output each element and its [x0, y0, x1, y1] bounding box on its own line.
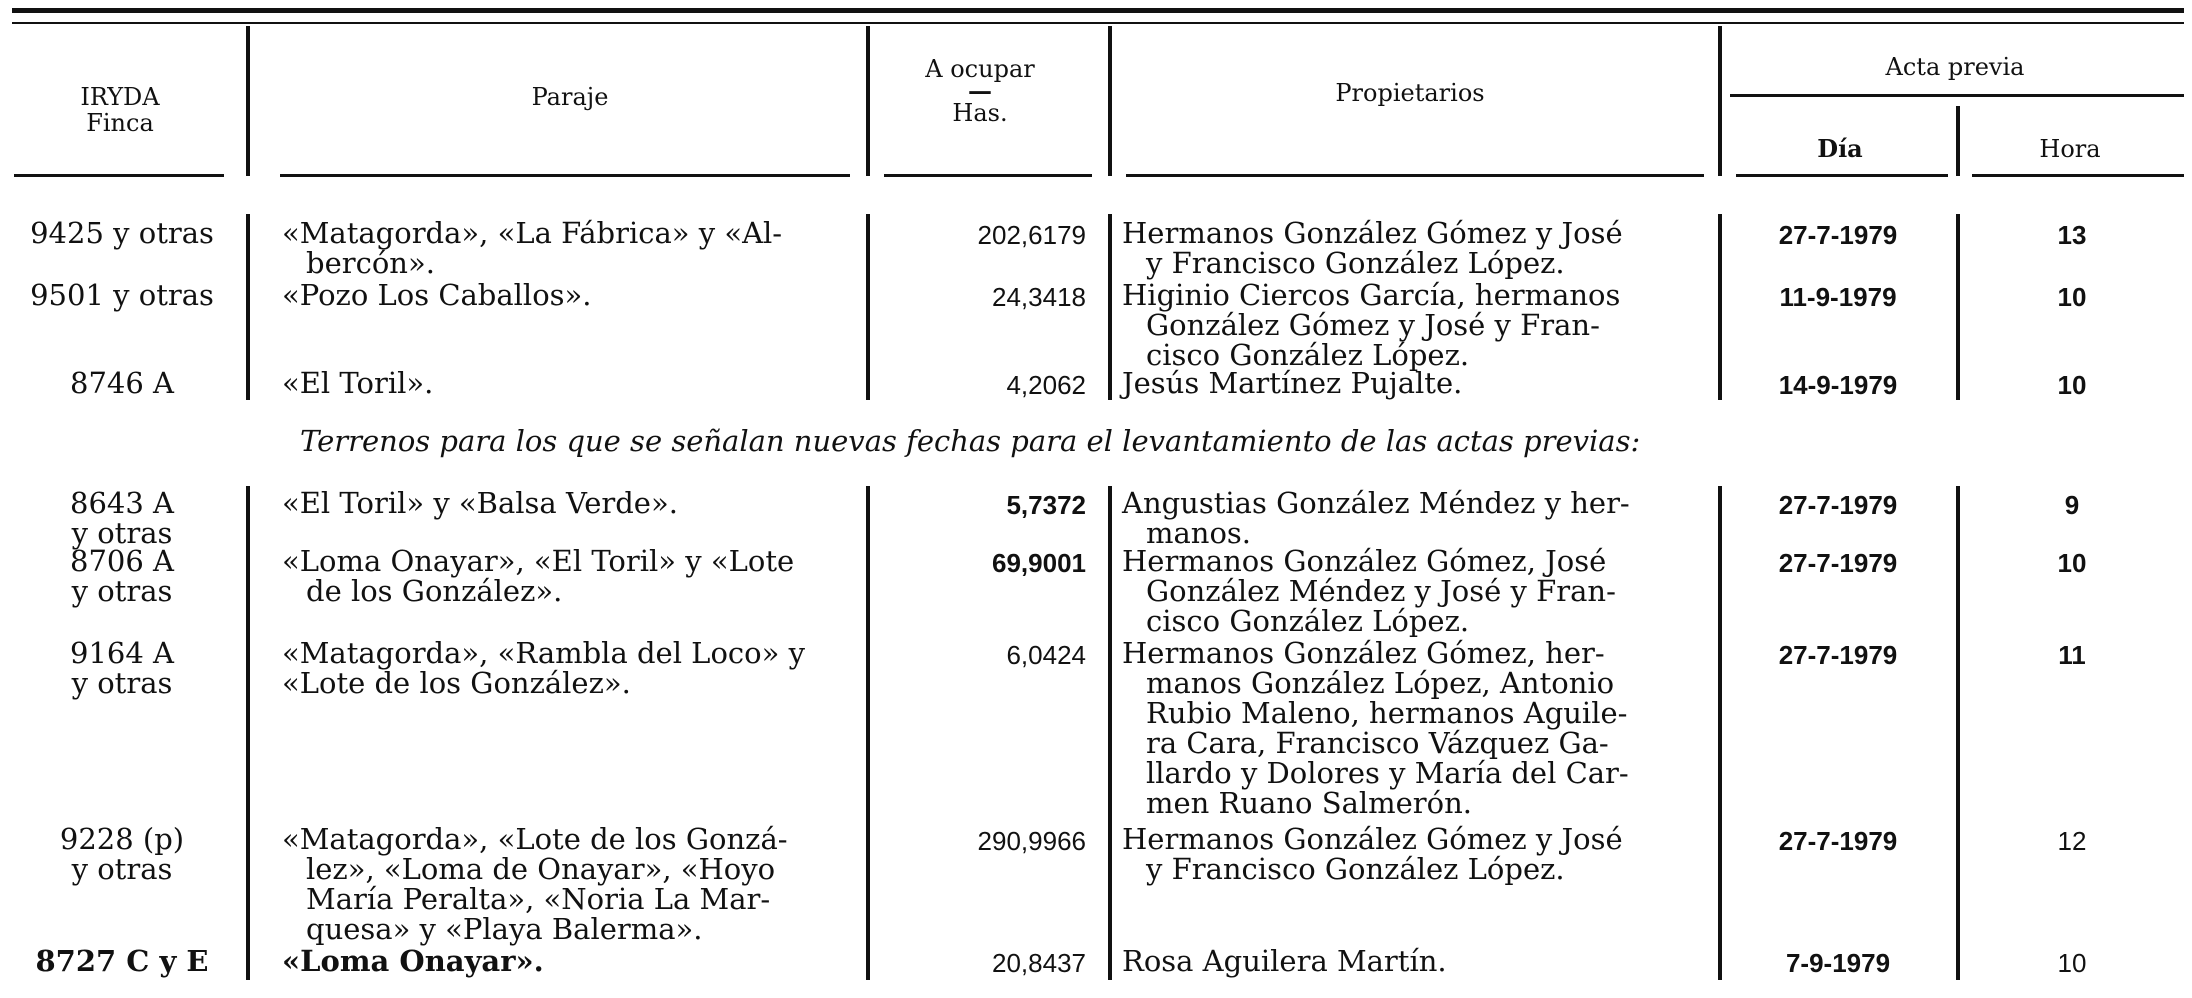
row-b2-dia: [1722, 548, 1954, 578]
row-b3-has: [880, 640, 1086, 670]
header-a-ocupar: [880, 56, 1080, 126]
body-b-vline-1: [246, 486, 250, 980]
row-b1-hora-value: 9: [2064, 490, 2080, 520]
row-b4-dia: [1722, 826, 1954, 856]
row-b5-hora-value: 10: [2057, 948, 2087, 978]
row-b2-paraje: [282, 546, 794, 606]
row-b3-dia-value: 27-7-1979: [1778, 640, 1898, 670]
row-a1-dia-value: 27-7-1979: [1778, 220, 1898, 250]
row-a3-hora: [1962, 370, 2182, 400]
row-b2-hora: [1962, 548, 2182, 578]
row-a2-finca: [8, 280, 236, 310]
header-propietarios-label: Propietarios: [1335, 79, 1485, 107]
row-a3-has-value: 4,2062: [1006, 370, 1086, 400]
row-b3-finca: [8, 638, 236, 698]
row-b5-propietarios: [1122, 946, 1447, 976]
row-b1-paraje-line-1: «El Toril» y «Balsa Verde».: [282, 486, 678, 520]
row-a2-paraje: [282, 280, 592, 310]
row-b4-hora: [1962, 826, 2182, 856]
row-b2-paraje-line-1: «Loma Onayar», «El Toril» y «Lote: [282, 544, 795, 578]
row-b1-prop-line-1: Angustias González Méndez y her-: [1122, 486, 1630, 520]
row-b5-dia: [1722, 948, 1954, 978]
section-note: Terrenos para los que se señalan nuevas fechas para el levantamiento de las actas previas:: [300, 424, 1641, 458]
row-a1-prop-line-2: y Francisco González López.: [1146, 246, 1565, 280]
row-a3-paraje-line-1: «El Toril».: [282, 366, 434, 400]
row-b5-has-value: 20,8437: [992, 948, 1086, 978]
row-b2-paraje-line-2: de los González».: [306, 574, 563, 608]
row-b4-paraje-line-2: lez», «Loma de Onayar», «Hoyo: [306, 852, 776, 886]
row-b4-propietarios: [1122, 824, 1623, 884]
row-a1-hora-value: 13: [2057, 220, 2087, 250]
row-b4-has-value: 290,9966: [977, 826, 1086, 856]
row-b4-dia-value: 27-7-1979: [1778, 826, 1898, 856]
header-bottom-rule-3: [884, 174, 1092, 177]
row-a1-prop-line-1: Hermanos González Gómez y José: [1122, 216, 1623, 250]
row-b5-finca-line-1: 8727 C y E: [35, 944, 209, 978]
row-b4-prop-line-1: Hermanos González Gómez y José: [1122, 822, 1623, 856]
row-a2-has: [880, 282, 1086, 312]
row-b3-prop-line-5: llardo y Dolores y María del Car-: [1146, 756, 1629, 790]
row-b4-finca-line-2: y otras: [71, 852, 173, 886]
row-b3-prop-line-2: manos González López, Antonio: [1146, 666, 1615, 700]
row-b3-prop-line-4: ra Cara, Francisco Vázquez Ga-: [1146, 726, 1609, 760]
row-a3-prop-line-1: Jesús Martínez Pujalte.: [1122, 366, 1463, 400]
row-b2-hora-value: 10: [2057, 548, 2087, 578]
body-b-vline-3: [1108, 486, 1112, 980]
row-b3-dia: [1722, 640, 1954, 670]
row-b1-dia-value: 27-7-1979: [1778, 490, 1898, 520]
row-a2-dia-value: 11-9-1979: [1779, 282, 1897, 312]
header-acta-previa-label: Acta previa: [1885, 53, 2025, 81]
body-a-vline-5: [1956, 214, 1960, 400]
row-b1-hora: [1962, 490, 2182, 520]
row-b2-has: [880, 548, 1086, 578]
header-acta-previa: [1720, 54, 2190, 80]
row-b1-prop-line-2: manos.: [1146, 516, 1252, 550]
row-b1-finca-line-2: y otras: [71, 516, 173, 550]
header-propietarios: [1110, 80, 1710, 106]
row-b3-prop-line-1: Hermanos González Gómez, her-: [1122, 636, 1605, 670]
row-b5-prop-line-1: Rosa Aguilera Martín.: [1122, 944, 1447, 978]
row-a3-has: [880, 370, 1086, 400]
top-rule-thick: [12, 8, 2184, 13]
row-b3-finca-line-2: y otras: [71, 666, 173, 700]
row-b5-paraje: [282, 946, 544, 976]
row-a2-prop-line-3: cisco González López.: [1146, 338, 1470, 372]
header-finca-line-1: IRYDA: [80, 83, 160, 111]
header-dia-label: Día: [1817, 134, 1863, 163]
row-a2-finca-line-1: 9501 y otras: [30, 278, 214, 312]
row-a1-has: [880, 220, 1086, 250]
row-b4-prop-line-2: y Francisco González López.: [1146, 852, 1565, 886]
header-bottom-rule-2: [280, 174, 850, 177]
row-b4-hora-value: 12: [2057, 826, 2087, 856]
header-paraje: [270, 84, 870, 110]
row-b1-finca: [8, 488, 236, 548]
row-a1-finca: [8, 218, 236, 248]
header-a-ocupar-unit: Has.: [952, 99, 1008, 127]
body-b-vline-2: [866, 486, 870, 980]
row-a2-hora-value: 10: [2057, 282, 2087, 312]
body-b-vline-5: [1956, 486, 1960, 980]
row-b3-prop-line-3: Rubio Maleno, hermanos Aguile-: [1146, 696, 1628, 730]
row-a3-dia: [1722, 370, 1954, 400]
row-b1-propietarios: [1122, 488, 1630, 548]
header-vline-1: [246, 26, 250, 176]
body-a-vline-1: [246, 214, 250, 400]
acta-previa-underline: [1730, 94, 2184, 97]
row-b3-propietarios: [1122, 638, 1629, 818]
row-b3-prop-line-6: men Ruano Salmerón.: [1146, 786, 1473, 820]
row-b2-prop-line-2: González Méndez y José y Fran-: [1146, 574, 1616, 608]
row-b4-paraje: [282, 824, 788, 944]
row-b4-finca-line-1: 9228 (p): [59, 822, 185, 856]
header-vline-2: [866, 26, 870, 176]
row-a1-hora: [1962, 220, 2182, 250]
row-a3-hora-value: 10: [2057, 370, 2087, 400]
header-paraje-label: Paraje: [531, 83, 609, 111]
row-b2-propietarios: [1122, 546, 1616, 636]
row-a2-prop-line-1: Higinio Ciercos García, hermanos: [1122, 278, 1621, 312]
row-b3-hora: [1962, 640, 2182, 670]
row-a2-dia: [1722, 282, 1954, 312]
row-b4-finca: [8, 824, 236, 884]
body-a-vline-2: [866, 214, 870, 400]
header-a-ocupar-dash: —: [968, 76, 992, 105]
row-b3-finca-line-1: 9164 A: [70, 636, 174, 670]
row-b3-hora-value: 11: [2058, 640, 2086, 670]
header-bottom-rule-6: [1972, 174, 2184, 177]
row-b1-paraje: [282, 488, 678, 518]
header-hora: [1960, 136, 2180, 162]
row-b2-finca: [8, 546, 236, 606]
row-a1-paraje-line-2: bercón».: [306, 246, 435, 280]
row-b4-paraje-line-3: María Peralta», «Noria La Mar-: [306, 882, 771, 916]
header-vline-3: [1108, 26, 1112, 176]
header-finca: [20, 84, 220, 136]
row-b1-finca-line-1: 8643 A: [70, 486, 174, 520]
row-b5-has: [880, 948, 1086, 978]
row-a1-propietarios: [1122, 218, 1623, 278]
row-a1-paraje-line-1: «Matagorda», «La Fábrica» y «Al-: [282, 216, 783, 250]
row-a3-finca: [8, 368, 236, 398]
row-b2-prop-line-3: cisco González López.: [1146, 604, 1470, 638]
row-b5-paraje-line-1: «Loma Onayar».: [282, 944, 544, 978]
header-hora-label: Hora: [2039, 135, 2101, 163]
body-a-vline-3: [1108, 214, 1112, 400]
row-b2-prop-line-1: Hermanos González Gómez, José: [1122, 544, 1607, 578]
header-bottom-rule-1: [14, 174, 224, 177]
header-a-ocupar-line-1: A ocupar: [925, 55, 1035, 83]
row-a2-hora: [1962, 282, 2182, 312]
row-b5-finca: [8, 946, 236, 976]
row-b3-paraje-line-2: «Lote de los González».: [282, 666, 631, 700]
row-b2-has-value: 69,9001: [992, 548, 1086, 578]
row-b4-paraje-line-4: quesa» y «Playa Balerma».: [306, 912, 703, 946]
row-a1-has-value: 202,6179: [977, 220, 1086, 250]
top-rule-thin: [12, 22, 2184, 24]
row-b2-finca-line-2: y otras: [71, 574, 173, 608]
row-a3-paraje: [282, 368, 433, 398]
header-dia: [1720, 136, 1960, 162]
row-b5-hora: [1962, 948, 2182, 978]
header-vline-5: [1956, 106, 1960, 176]
row-b1-has: [880, 490, 1086, 520]
row-a1-paraje: [282, 218, 782, 278]
row-b3-paraje: [282, 638, 805, 698]
row-a2-prop-line-2: González Gómez y José y Fran-: [1146, 308, 1600, 342]
row-b3-has-value: 6,0424: [1006, 640, 1086, 670]
row-a2-propietarios: [1122, 280, 1620, 370]
row-a2-paraje-line-1: «Pozo Los Caballos».: [282, 278, 592, 312]
row-b2-dia-value: 27-7-1979: [1778, 548, 1898, 578]
row-a3-finca-line-1: 8746 A: [70, 366, 174, 400]
row-a2-has-value: 24,3418: [992, 282, 1086, 312]
header-bottom-rule-4: [1126, 174, 1704, 177]
row-b4-has: [880, 826, 1086, 856]
header-vline-4: [1718, 26, 1722, 176]
header-bottom-rule-5: [1736, 174, 1948, 177]
row-b5-dia-value: 7-9-1979: [1785, 948, 1891, 978]
header-finca-line-2: Finca: [86, 109, 154, 137]
row-b3-paraje-line-1: «Matagorda», «Rambla del Loco» y: [282, 636, 805, 670]
row-b4-paraje-line-1: «Matagorda», «Lote de los Gonzá-: [282, 822, 788, 856]
row-a3-dia-value: 14-9-1979: [1778, 370, 1898, 400]
row-b1-has-value: 5,7372: [1006, 490, 1086, 520]
row-b1-dia: [1722, 490, 1954, 520]
row-b2-finca-line-1: 8706 A: [70, 544, 174, 578]
row-a3-propietarios: [1122, 368, 1462, 398]
row-a1-finca-line-1: 9425 y otras: [30, 216, 214, 250]
row-a1-dia: [1722, 220, 1954, 250]
